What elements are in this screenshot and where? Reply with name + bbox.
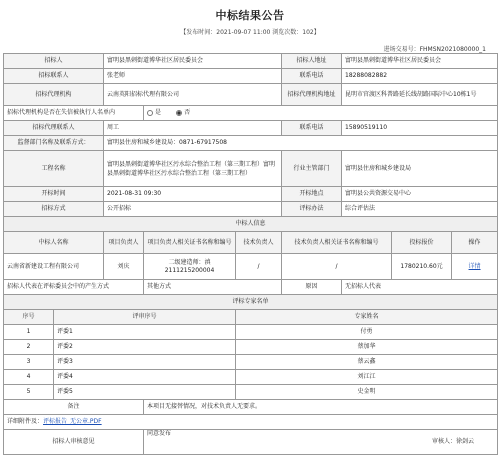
sign-cell	[144, 430, 498, 455]
sign-opinion: 同意发布	[147, 430, 172, 437]
winner-header-bid: 投标报价	[392, 232, 452, 254]
winner-header-tech: 技术负责人	[236, 232, 282, 254]
sign-person: 审核人：徐剑云	[432, 438, 475, 445]
winner-manager-cert: 二级建造师：滇2111215200004	[144, 254, 236, 280]
rep-reason-value: 无招标人代表	[342, 280, 498, 295]
sign-label: 招标人审核意见	[4, 430, 144, 455]
expert-name: 蔡加华	[236, 340, 498, 355]
winner-name: 云南省新建设工程有限公司	[4, 254, 104, 280]
result-table	[3, 53, 498, 455]
contact-phone-value: 18288082882	[342, 69, 498, 84]
publish-time: 【发布时间：2021-09-07 11:00 浏览次数：102】	[180, 29, 320, 36]
expert-row	[4, 355, 498, 370]
winner-header-tech-cert: 技术负责人相关证书名称和编号	[282, 232, 392, 254]
method-label: 招标方式	[4, 202, 104, 217]
expert-no: 1	[4, 325, 54, 340]
expert-seq: 评委2	[54, 340, 236, 355]
method-value: 公开招标	[104, 202, 282, 217]
remark-label: 备注	[4, 400, 144, 415]
expert-section-title: 评标专家名单	[4, 295, 498, 310]
winner-bid: 1780210.60元	[392, 254, 452, 280]
rep-value: 其他方式	[144, 280, 282, 295]
blacklist-options	[144, 106, 498, 121]
remark-value: 本项目无接替情况，对技术负责人无要求。	[144, 400, 498, 415]
agency-value: 云南英阳招标代理有限公司	[104, 84, 282, 106]
project-number: 进场交易号：FHMSN2021080000_1	[383, 46, 486, 53]
tenderer-addr-label: 招标人地址	[282, 54, 342, 69]
winner-manager: 刘庆	[104, 254, 144, 280]
agency-person-value: 周工	[104, 121, 282, 136]
open-place-value: 富明县公共资源交易中心	[342, 187, 498, 202]
winner-tech: /	[236, 254, 282, 280]
industry-label: 行业主管部门	[282, 151, 342, 187]
agency-person-label: 招标代理联系人	[4, 121, 104, 136]
expert-seq: 评委4	[54, 370, 236, 385]
supervision-value: 富明县住房和城乡建设局：0871-67917508	[104, 136, 498, 151]
radio-yes-label: 是	[155, 109, 162, 116]
rep-reason-label: 原因	[282, 280, 342, 295]
expert-name: 蔡云鑫	[236, 355, 498, 370]
radio-yes[interactable]	[147, 110, 153, 116]
winner-header-action: 操作	[452, 232, 498, 254]
expert-seq: 评委5	[54, 385, 236, 400]
expert-no: 3	[4, 355, 54, 370]
expert-no: 2	[4, 340, 54, 355]
expert-header-seq: 评审序号	[54, 310, 236, 325]
expert-name: 史金明	[236, 385, 498, 400]
expert-seq: 评委1	[54, 325, 236, 340]
contact-phone-label: 联系电话	[282, 69, 342, 84]
rep-label: 招标人代表在评标委员会中的产生方式	[4, 280, 144, 295]
industry-value: 富明县住房和城乡建设局	[342, 151, 498, 187]
expert-no: 5	[4, 385, 54, 400]
publish-meta	[0, 27, 500, 36]
radio-no-label: 否	[184, 109, 191, 116]
expert-name: 刘江江	[236, 370, 498, 385]
expert-seq: 评委3	[54, 355, 236, 370]
open-time-value: 2021-08-31 09:30	[104, 187, 282, 202]
blacklist-label: 招标代理机构是否在失信被执行人名单内	[4, 106, 144, 121]
agency-addr-label: 招标代理机构地址	[282, 84, 342, 106]
attachment-link[interactable]: 评标报告_无公章.PDF	[43, 418, 102, 425]
eval-method-value: 综合评估法	[342, 202, 498, 217]
page-title: 中标结果公告	[215, 9, 285, 22]
expert-header-name: 专家姓名	[236, 310, 498, 325]
agency-addr-value: 昆明市官渡区科普路延长线胡路国际中心10栋1号	[342, 84, 498, 106]
expert-header-no: 序号	[4, 310, 54, 325]
expert-name: 付勇	[236, 325, 498, 340]
winner-header-name: 中标人名称	[4, 232, 104, 254]
winner-detail-link[interactable]: 详情	[468, 262, 481, 270]
expert-row	[4, 370, 498, 385]
attachment-label: 详细附件及：	[7, 418, 44, 425]
winner-action-cell	[452, 254, 498, 280]
tenderer-addr-value: 富明县黑刺街道博华社区居民委员会	[342, 54, 498, 69]
expert-row	[4, 325, 498, 340]
open-time-label: 开标时间	[4, 187, 104, 202]
winner-tech-cert: /	[282, 254, 392, 280]
expert-row	[4, 385, 498, 400]
winner-section-title: 中标人信息	[4, 217, 498, 232]
winner-header-manager: 项目负责人	[104, 232, 144, 254]
agency-phone-label: 联系电话	[282, 121, 342, 136]
expert-no: 4	[4, 370, 54, 385]
attachment-row	[4, 415, 498, 430]
open-place-label: 开标地点	[282, 187, 342, 202]
tender-contact-label: 招标联系人	[4, 69, 104, 84]
radio-no[interactable]	[176, 110, 182, 116]
project-label: 工程名称	[4, 151, 104, 187]
tender-contact-value: 张老师	[104, 69, 282, 84]
eval-method-label: 评标办法	[282, 202, 342, 217]
project-value: 富明县黑刺街道博华社区污水综合整治工程（第三期工程）富明县黑刺街道博华社区污水综合整治工程（第三期工程）	[104, 151, 282, 187]
supervision-label: 监督部门名称及联系方式：	[4, 136, 104, 151]
tenderer-value: 富明县黑刺街道博华社区居民委员会	[104, 54, 282, 69]
winner-header-manager-cert: 项目负责人相关证书名称和编号	[144, 232, 236, 254]
expert-row	[4, 340, 498, 355]
agency-label: 招标代理机构	[4, 84, 104, 106]
agency-phone-value: 15890519110	[342, 121, 498, 136]
tenderer-label: 招标人	[4, 54, 104, 69]
